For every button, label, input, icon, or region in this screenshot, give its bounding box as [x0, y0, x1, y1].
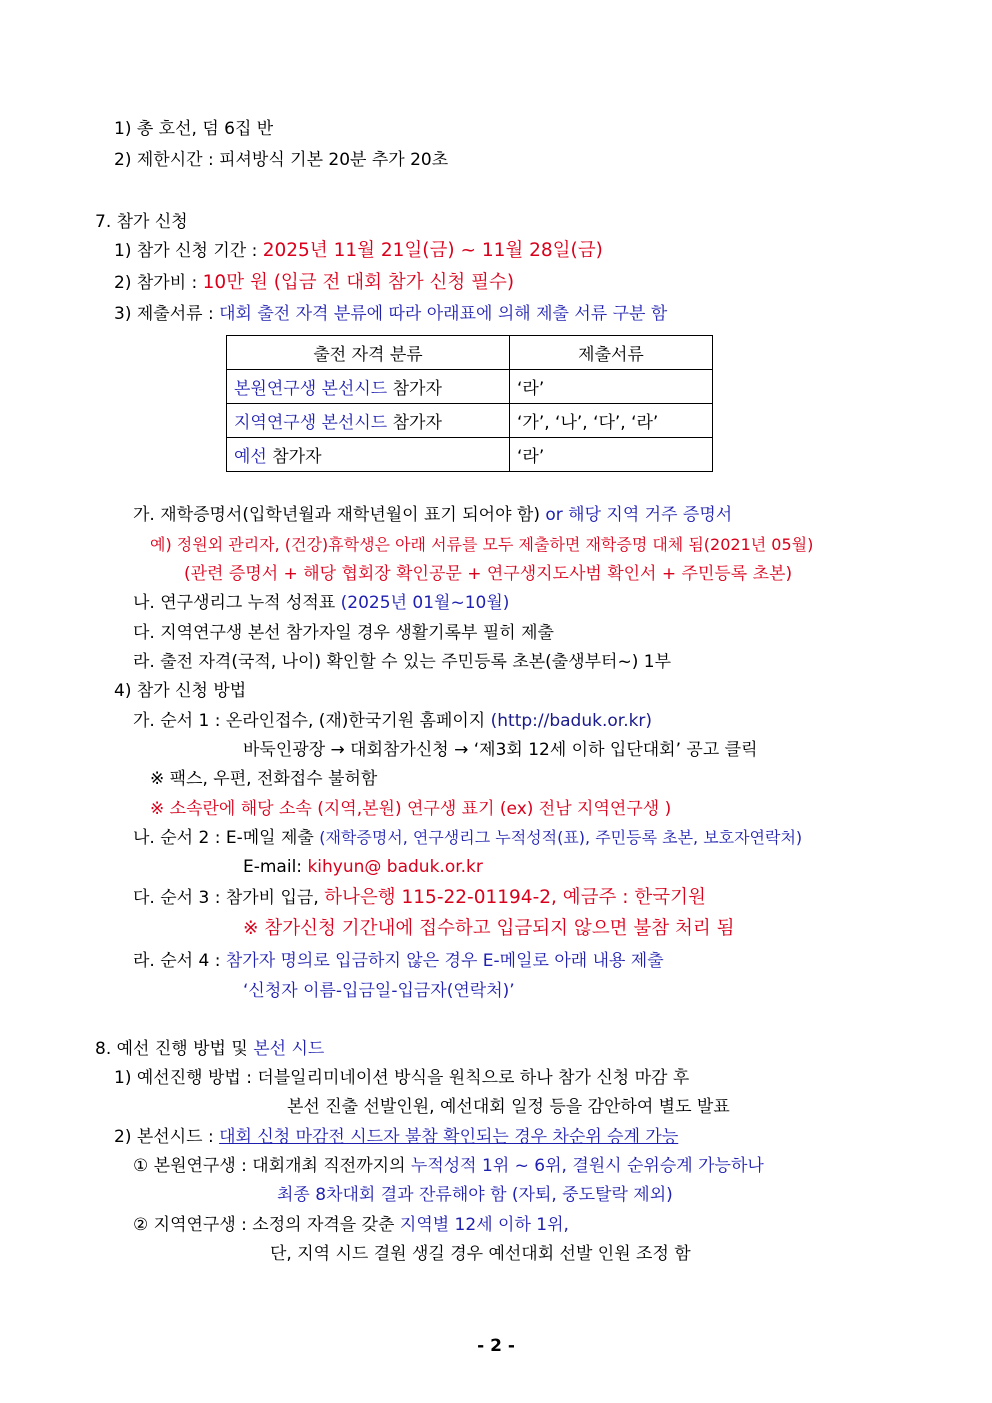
method-step-4-desc: 참가자 명의로 입금하지 않은 경우 E-메일로 아래 내용 제출	[225, 951, 664, 971]
homepage-link[interactable]: (http://baduk.or.kr)	[490, 711, 653, 731]
qualification-suffix: 참가자	[387, 413, 442, 433]
method-step-1	[133, 710, 652, 732]
qualification-type: 예선	[234, 447, 267, 467]
seed-headquarters-text: ① 본원연구생 : 대회개최 직전까지의	[133, 1156, 411, 1176]
table-cell-qualification	[227, 404, 510, 438]
preliminary-method-cont: 본선 진출 선발인원, 예선대회 일정 등을 감안하여 별도 발표	[287, 1097, 730, 1117]
seed-regional-cont: 단, 지역 시드 결원 생길 경우 예선대회 선발 인원 조정 함	[270, 1244, 691, 1264]
application-period-value: 2025년 11월 21일(금) ~ 11월 28일(금)	[262, 240, 603, 261]
method-step-1-text: 가. 순서 1 : 온라인접수, (재)한국기원 홈페이지	[133, 711, 491, 731]
rule-line-2: 2) 제한시간 : 피셔방식 기본 20분 추가 20초	[114, 150, 449, 170]
section-8-title	[95, 1038, 324, 1060]
table-header-qualification: 출전 자격 분류	[227, 336, 510, 370]
main-seed-label: 2) 본선시드 :	[114, 1127, 220, 1147]
method-step-3	[133, 887, 706, 909]
method-step-3-text: 다. 순서 3 : 참가비 입금,	[133, 888, 325, 908]
method-step-2	[133, 827, 802, 849]
table-header-documents: 제출서류	[510, 336, 713, 370]
method-note-affiliation: ※ 소속란에 해당 소속 (지역,본원) 연구생 표기 (ex) 전남 지역연구생 )	[150, 799, 672, 819]
email-line	[243, 856, 483, 878]
seed-headquarters-rank: 누적성적 1위 ~ 6위, 결원시 순위승계 가능하나	[410, 1156, 764, 1176]
method-note-no-fax: ※ 팩스, 우편, 전화접수 불허함	[150, 769, 378, 789]
section-7-title: 7. 참가 신청	[95, 212, 188, 232]
required-documents-desc: 대회 출전 자격 분류에 따라 아래표에 의해 제출 서류 구분 함	[219, 304, 668, 324]
required-documents-label: 3) 제출서류 :	[114, 304, 220, 324]
qualification-type: 지역연구생 본선시드	[234, 413, 388, 433]
table-row	[227, 438, 713, 472]
doc-ra: 라. 출전 자격(국적, 나이) 확인할 수 있는 주민등록 초본(출생부터~) 1부	[133, 652, 672, 672]
seed-regional	[133, 1214, 569, 1236]
table-row	[227, 404, 713, 438]
table-cell-documents: ‘라’	[510, 370, 713, 404]
entry-fee	[114, 272, 514, 294]
table-cell-documents: ‘라’	[510, 438, 713, 472]
seed-regional-text: ② 지역연구생 : 소정의 자격을 갖춘	[133, 1215, 400, 1235]
rule-line-1: 1) 총 호선, 덤 6집 반	[114, 119, 274, 139]
section-8-title-text: 8. 예선 진행 방법 및	[95, 1039, 254, 1059]
required-documents	[114, 303, 667, 325]
doc-ga-alt: or 해당 지역 거주 증명서	[545, 505, 733, 525]
table-cell-documents: ‘가’, ‘나’, ‘다’, ‘라’	[510, 404, 713, 438]
table-header-row	[227, 336, 713, 370]
method-step-4	[133, 950, 664, 972]
entry-fee-value: 10만 원 (입금 전 대회 참가 신청 필수)	[202, 272, 515, 293]
method-step-4-format: ‘신청자 이름-입금일-입금자(연락처)’	[243, 981, 515, 1001]
method-step-1-path: 바둑인광장 → 대회참가신청 → ‘제3회 12세 이하 입단대회’ 공고 클릭	[243, 740, 758, 760]
method-title: 4) 참가 신청 방법	[114, 681, 247, 701]
page-number: - 2 -	[477, 1336, 515, 1356]
method-step-2-text: 나. 순서 2 : E-메일 제출	[133, 828, 320, 848]
payment-warning: ※ 참가신청 기간내에 접수하고 입금되지 않으면 불참 처리 됨	[243, 918, 735, 939]
qualification-suffix: 참가자	[387, 379, 442, 399]
preliminary-method: 1) 예선진행 방법 : 더블일리미네이션 방식을 원칙으로 하나 참가 신청 마감 후	[114, 1068, 690, 1088]
bank-account: 하나은행 115-22-01194-2, 예금주 : 한국기원	[324, 887, 706, 908]
main-seed	[114, 1126, 678, 1148]
doc-example-note: 예) 정원외 관리자, (건강)휴학생은 아래 서류를 모두 제출하면 재학증명 대체 됨(2021년 05월)	[150, 535, 814, 554]
method-step-4-text: 라. 순서 4 :	[133, 951, 226, 971]
doc-na	[133, 592, 509, 614]
doc-ga	[133, 504, 732, 526]
doc-da: 다. 지역연구생 본선 참가자일 경우 생활기록부 필히 제출	[133, 623, 554, 643]
qualification-suffix: 참가자	[266, 447, 322, 467]
table-cell-qualification	[227, 370, 510, 404]
entry-fee-label: 2) 참가비 :	[114, 273, 203, 293]
application-period-label: 1) 참가 신청 기간 :	[114, 241, 263, 261]
table-row	[227, 370, 713, 404]
qualification-type: 본원연구생 본선시드	[234, 379, 388, 399]
doc-example-list: (관련 증명서 + 해당 협회장 확인공문 + 연구생지도사범 확인서 + 주민등록 초본)	[184, 564, 793, 584]
section-8-title-seed: 본선 시드	[253, 1039, 325, 1059]
doc-na-text: 나. 연구생리그 누적 성적표	[133, 593, 341, 613]
doc-ga-text: 가. 재학증명서(입학년월과 재학년월이 표기 되어야 함)	[133, 505, 546, 525]
seed-headquarters	[133, 1155, 764, 1177]
qualification-table	[226, 335, 713, 472]
table-cell-qualification	[227, 438, 510, 472]
doc-na-period: (2025년 01월~10월)	[340, 593, 510, 613]
method-step-2-docs: (재학증명서, 연구생리그 누적성적(표), 주민등록 초본, 보호자연락처)	[319, 828, 803, 847]
email-label: E-mail:	[243, 857, 308, 877]
email-address[interactable]: kihyun@ baduk.or.kr	[307, 857, 483, 877]
application-period	[114, 240, 603, 262]
seed-regional-rank: 지역별 12세 이하 1위,	[399, 1215, 569, 1235]
seed-headquarters-cont: 최종 8차대회 결과 잔류해야 함 (자퇴, 중도탈락 제외)	[277, 1185, 673, 1205]
main-seed-rule: 대회 신청 마감전 시드자 불참 확인되는 경우 차순위 승계 가능	[219, 1127, 679, 1147]
